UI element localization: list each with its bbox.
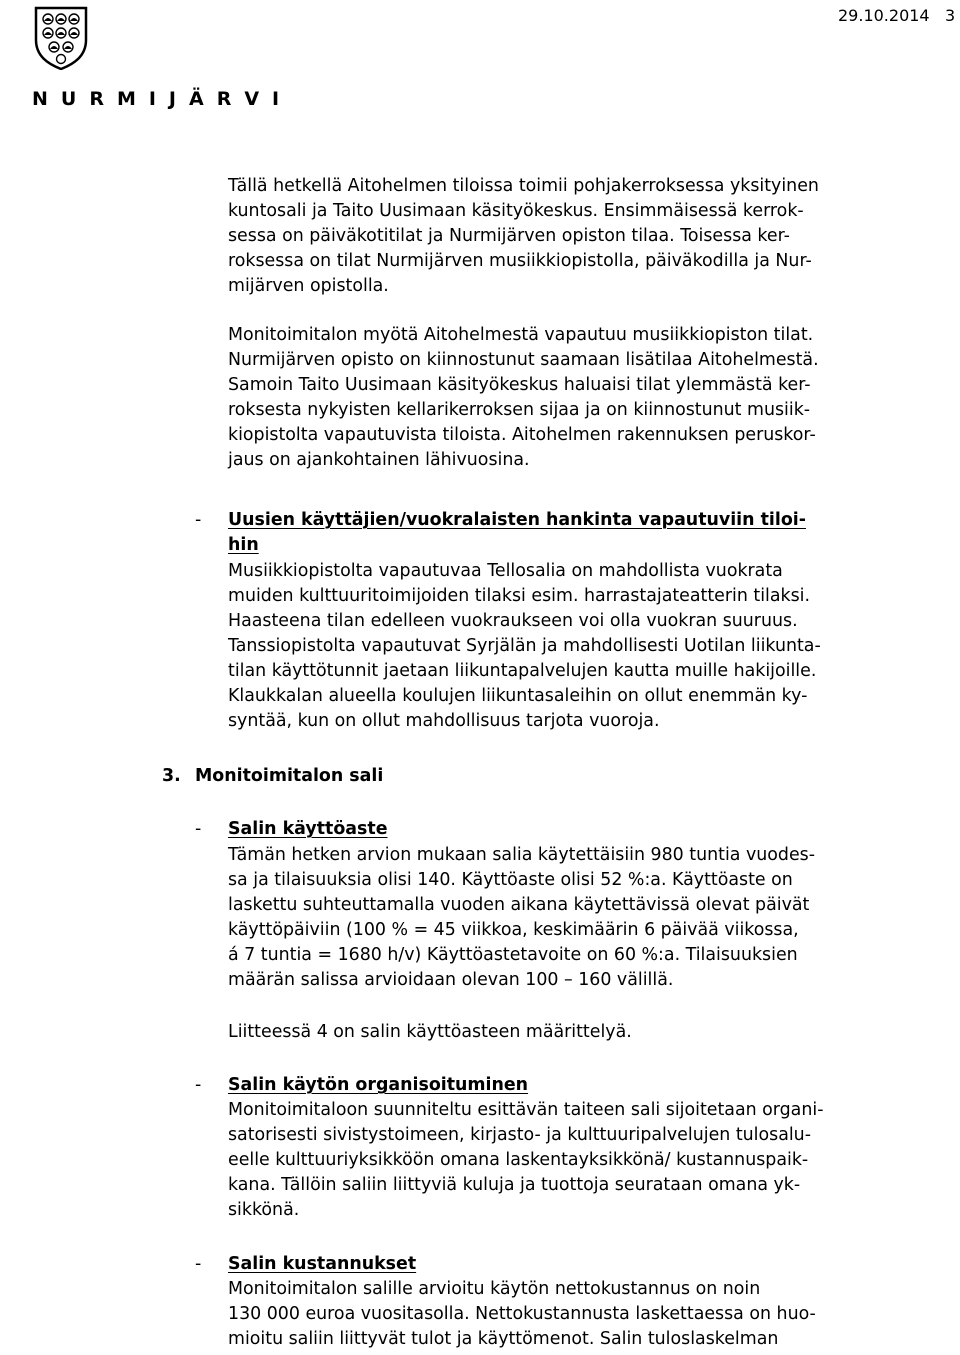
text-line: roksessa on tilat Nurmijärven musiikkiopistolla, päiväkodilla ja Nur- <box>228 251 812 271</box>
text-line: Monitoimitaloon suunniteltu esittävän taiteen sali sijoitetaan organi- <box>228 1100 824 1120</box>
subheading: Salin käytön organisoituminen <box>228 1075 529 1095</box>
text-line: syntää, kun on ollut mahdollisuus tarjota vuoroja. <box>228 711 660 731</box>
subheading: hin <box>228 535 259 555</box>
text-line: määrän salissa arvioidaan olevan 100 – 160 välillä. <box>228 970 674 990</box>
text-line: tilan käyttötunnit jaetaan liikuntapalvelujen kautta muille hakijoille. <box>228 661 817 681</box>
text-line: 130 000 euroa vuositasolla. Nettokustannusta laskettaessa on huo- <box>228 1304 816 1324</box>
text-line: Musiikkiopistolta vapautuvaa Tellosalia on mahdollista vuokrata <box>228 561 783 581</box>
text-line: Haasteena tilan edelleen vuokraukseen voi olla vuokran suuruus. <box>228 611 798 631</box>
text-line: kana. Tällöin saliin liittyviä kuluja ja tuottoja seurataan omana yk- <box>228 1175 801 1195</box>
text-line: Klaukkalan alueella koulujen liikuntasaleihin on ollut enemmän ky- <box>228 686 808 706</box>
text-line: laskettu suhteuttamalla vuoden aikana käytettävissä olevat päivät <box>228 895 810 915</box>
text-line: Monitoimitalon salille arvioitu käytön nettokustannus on noin <box>228 1279 761 1299</box>
subheading: Salin kustannukset <box>228 1254 417 1274</box>
text-line: Monitoimitalon myötä Aitohelmestä vapautuu musiikkiopiston tilat. <box>228 325 814 345</box>
text-line: käyttöpäiviin (100 % = 45 viikkoa, keskimäärin 6 päivää viikossa, <box>228 920 799 940</box>
text-line: sessa on päiväkotitilat ja Nurmijärven opiston tilaa. Toisessa ker- <box>228 226 790 246</box>
bullet-dash: - <box>195 1254 202 1274</box>
logo-wordmark: NURMIJÄRVI <box>32 88 293 110</box>
bullet-dash: - <box>195 819 202 839</box>
text-line: jaus on ajankohtainen lähivuosina. <box>228 450 530 470</box>
coat-of-arms-icon <box>34 6 88 70</box>
text-line: kiopistolta vapautuvista tiloista. Aitohelmen rakennuksen peruskor- <box>228 425 816 445</box>
text-line: roksesta nykyisten kellarikerroksen sijaa ja on kiinnostunut musiik- <box>228 400 811 420</box>
text-line: Nurmijärven opisto on kiinnostunut saamaan lisätilaa Aitohelmestä. <box>228 350 819 370</box>
text-line: Tällä hetkellä Aitohelmen tiloissa toimii pohjakerroksessa yksityinen <box>228 176 819 196</box>
text-line: kuntosali ja Taito Uusimaan käsityökeskus. Ensimmäisessä kerrok- <box>228 201 804 221</box>
header-date: 29.10.2014 <box>838 6 930 25</box>
section-number: 3. <box>162 766 181 786</box>
text-line: satorisesti sivistystoimeen, kirjasto- ja kulttuuripalvelujen tulosalu- <box>228 1125 811 1145</box>
subheading: Uusien käyttäjien/vuokralaisten hankinta vapautuviin tiloi- <box>228 510 806 530</box>
text-line: muiden kulttuuritoimijoiden tilaksi esim. harrastajateatterin tilaksi. <box>228 586 811 606</box>
text-line: eelle kulttuuriyksikköön omana laskentayksikkönä/ kustannuspaik- <box>228 1150 809 1170</box>
subheading: Salin käyttöaste <box>228 819 388 839</box>
text-line: sikkönä. <box>228 1200 300 1220</box>
text-line: á 7 tuntia = 1680 h/v) Käyttöastetavoite on 60 %:a. Tilaisuuksien <box>228 945 798 965</box>
section-title: Monitoimitalon sali <box>195 766 384 786</box>
text-line: mijärven opistolla. <box>228 276 389 296</box>
text-line: Tanssiopistolta vapautuvat Syrjälän ja mahdollisesti Uotilan liikunta- <box>228 636 821 656</box>
text-line: Tämän hetken arvion mukaan salia käytettäisiin 980 tuntia vuodes- <box>228 845 815 865</box>
bullet-dash: - <box>195 510 202 530</box>
text-line: mioitu saliin liittyvät tulot ja käyttömenot. Salin tuloslaskelman <box>228 1329 779 1349</box>
page-number: 3 <box>945 6 956 25</box>
bullet-dash: - <box>195 1075 202 1095</box>
text-line: Liitteessä 4 on salin käyttöasteen määrittelyä. <box>228 1022 632 1042</box>
text-line: sa ja tilaisuuksia olisi 140. Käyttöaste olisi 52 %:a. Käyttöaste on <box>228 870 793 890</box>
text-line: Samoin Taito Uusimaan käsityökeskus haluaisi tilat ylemmästä ker- <box>228 375 811 395</box>
